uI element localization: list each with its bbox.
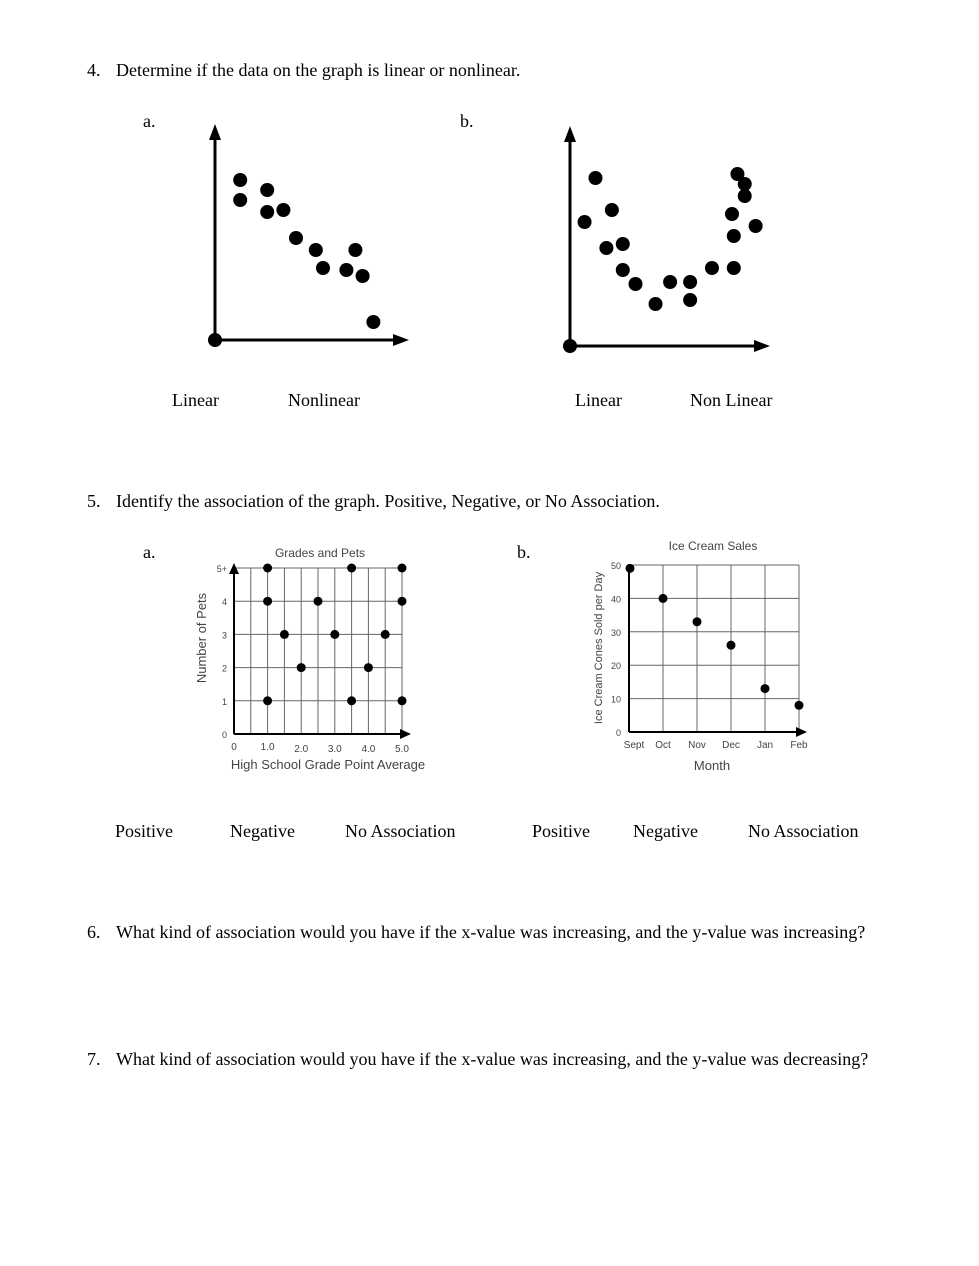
y-tick-label: 50 bbox=[610, 561, 621, 571]
x-axis-arrow bbox=[754, 340, 770, 352]
data-point bbox=[649, 297, 663, 311]
q4a-chart bbox=[195, 120, 425, 355]
data-point bbox=[626, 564, 635, 573]
y-tick-label: 1 bbox=[221, 696, 227, 707]
q5a-option-no-association[interactable]: No Association bbox=[345, 821, 456, 841]
q5b-axes bbox=[629, 564, 807, 737]
data-point bbox=[260, 205, 274, 219]
question-7-text: What kind of association would you have if the x-value was increasing, and the y-value was decreasing? bbox=[116, 1049, 869, 1069]
q4a-option-nonlinear[interactable]: Nonlinear bbox=[288, 390, 360, 410]
q4b-option-nonlinear[interactable]: Non Linear bbox=[690, 390, 773, 410]
data-point bbox=[263, 597, 272, 606]
q4a-axes bbox=[209, 124, 409, 346]
q5b-chart bbox=[585, 532, 825, 778]
y-tick-label: 2 bbox=[221, 663, 227, 674]
data-point bbox=[629, 277, 643, 291]
data-point bbox=[738, 189, 752, 203]
y-tick-label: 3 bbox=[221, 630, 227, 641]
data-point bbox=[233, 173, 247, 187]
data-point bbox=[705, 261, 719, 275]
question-6-text: What kind of association would you have if the x-value was increasing, and the y-value was increasing? bbox=[116, 922, 866, 942]
q5a-chart bbox=[185, 538, 455, 778]
x-tick-label: 1.0 bbox=[260, 742, 275, 753]
data-point bbox=[795, 701, 804, 710]
data-point bbox=[356, 269, 370, 283]
x-tick-label: 5.0 bbox=[395, 744, 409, 755]
x-tick-label: 3.0 bbox=[327, 744, 342, 755]
q4b-chart bbox=[550, 122, 790, 362]
x-tick-label: Sept bbox=[623, 740, 645, 751]
data-point bbox=[588, 171, 602, 185]
data-point bbox=[398, 564, 407, 573]
data-point bbox=[725, 207, 739, 221]
question-4-number: 4. bbox=[87, 60, 101, 80]
data-point bbox=[693, 617, 702, 626]
y-axis-arrow bbox=[564, 126, 576, 142]
y-axis-label: Number of Pets bbox=[194, 592, 209, 684]
data-point bbox=[263, 564, 272, 573]
data-point bbox=[297, 663, 306, 672]
x-tick-label: Dec bbox=[722, 740, 740, 751]
data-point bbox=[276, 203, 290, 217]
question-6-number: 6. bbox=[87, 922, 101, 942]
q5b-points bbox=[626, 564, 804, 710]
data-point bbox=[348, 243, 362, 257]
q4b-option-linear[interactable]: Linear bbox=[575, 390, 622, 410]
x-tick-label: 2.0 bbox=[294, 744, 309, 755]
data-point bbox=[208, 333, 222, 347]
data-point bbox=[761, 684, 770, 693]
y-tick-label: 5+ bbox=[216, 564, 227, 574]
y-tick-label: 0 bbox=[221, 730, 227, 740]
data-point bbox=[233, 193, 247, 207]
data-point bbox=[260, 183, 274, 197]
q5a-option-negative[interactable]: Negative bbox=[230, 821, 295, 841]
y-tick-label: 4 bbox=[221, 597, 227, 608]
q5a-grid bbox=[234, 568, 402, 734]
data-point bbox=[563, 339, 577, 353]
x-tick-label: Oct bbox=[655, 740, 671, 751]
y-tick-label: 40 bbox=[610, 594, 621, 605]
data-point bbox=[605, 203, 619, 217]
data-point bbox=[381, 630, 390, 639]
x-axis-label: High School Grade Point Average bbox=[230, 757, 426, 772]
question-7-number: 7. bbox=[87, 1049, 101, 1069]
y-tick-label: 0 bbox=[615, 728, 621, 738]
data-point bbox=[727, 261, 741, 275]
data-point bbox=[727, 229, 741, 243]
x-tick-label: Jan bbox=[756, 740, 774, 751]
chart-title: Grades and Pets bbox=[274, 546, 366, 560]
data-point bbox=[316, 261, 330, 275]
data-point bbox=[578, 215, 592, 229]
data-point bbox=[398, 597, 407, 606]
data-point bbox=[599, 241, 613, 255]
q5a-label: a. bbox=[143, 542, 156, 562]
data-point bbox=[683, 275, 697, 289]
x-tick-label: 0 bbox=[231, 742, 237, 753]
x-tick-label: Feb bbox=[790, 740, 808, 751]
x-axis-arrow bbox=[796, 727, 807, 737]
data-point bbox=[366, 315, 380, 329]
q5a-ticks bbox=[217, 564, 410, 755]
x-axis-label: Month bbox=[693, 758, 731, 773]
data-point bbox=[289, 231, 303, 245]
y-axis-label: Ice Cream Cones Sold per Day bbox=[593, 571, 605, 725]
data-point bbox=[616, 263, 630, 277]
q4a-points bbox=[208, 173, 380, 347]
data-point bbox=[280, 630, 289, 639]
data-point bbox=[398, 696, 407, 705]
data-point bbox=[330, 630, 339, 639]
data-point bbox=[314, 597, 323, 606]
data-point bbox=[347, 696, 356, 705]
q5b-label: b. bbox=[517, 542, 531, 562]
q5b-option-positive[interactable]: Positive bbox=[532, 821, 591, 841]
data-point bbox=[616, 237, 630, 251]
question-5-text: Identify the association of the graph. Positive, Negative, or No Association. bbox=[116, 491, 660, 511]
y-tick-label: 30 bbox=[610, 627, 621, 638]
x-tick-label: Nov bbox=[688, 740, 706, 751]
q4b-points bbox=[563, 167, 763, 353]
x-tick-label: 4.0 bbox=[361, 744, 376, 755]
data-point bbox=[263, 696, 272, 705]
data-point bbox=[738, 177, 752, 191]
data-point bbox=[727, 641, 736, 650]
y-tick-label: 10 bbox=[610, 694, 621, 705]
question-4-text: Determine if the data on the graph is linear or nonlinear. bbox=[116, 60, 521, 80]
chart-title: Ice Cream Sales bbox=[668, 539, 758, 553]
data-point bbox=[659, 594, 668, 603]
q5b-ticks bbox=[611, 561, 808, 751]
data-point bbox=[309, 243, 323, 257]
x-axis-arrow bbox=[400, 729, 411, 739]
q5b-grid bbox=[629, 565, 799, 732]
data-point bbox=[364, 663, 373, 672]
y-axis-arrow bbox=[209, 124, 221, 140]
q5b-option-negative[interactable]: Negative bbox=[633, 821, 698, 841]
q5b-option-no-association[interactable]: No Association bbox=[748, 821, 859, 841]
data-point bbox=[347, 564, 356, 573]
x-axis-arrow bbox=[393, 334, 409, 346]
q4a-label: a. bbox=[143, 111, 156, 131]
data-point bbox=[663, 275, 677, 289]
question-5-number: 5. bbox=[87, 491, 101, 511]
data-point bbox=[683, 293, 697, 307]
q4b-label: b. bbox=[460, 111, 474, 131]
y-tick-label: 20 bbox=[610, 661, 621, 672]
data-point bbox=[749, 219, 763, 233]
q4a-option-linear[interactable]: Linear bbox=[172, 390, 219, 410]
data-point bbox=[339, 263, 353, 277]
q5a-option-positive[interactable]: Positive bbox=[115, 821, 174, 841]
q5a-axes bbox=[229, 563, 411, 739]
